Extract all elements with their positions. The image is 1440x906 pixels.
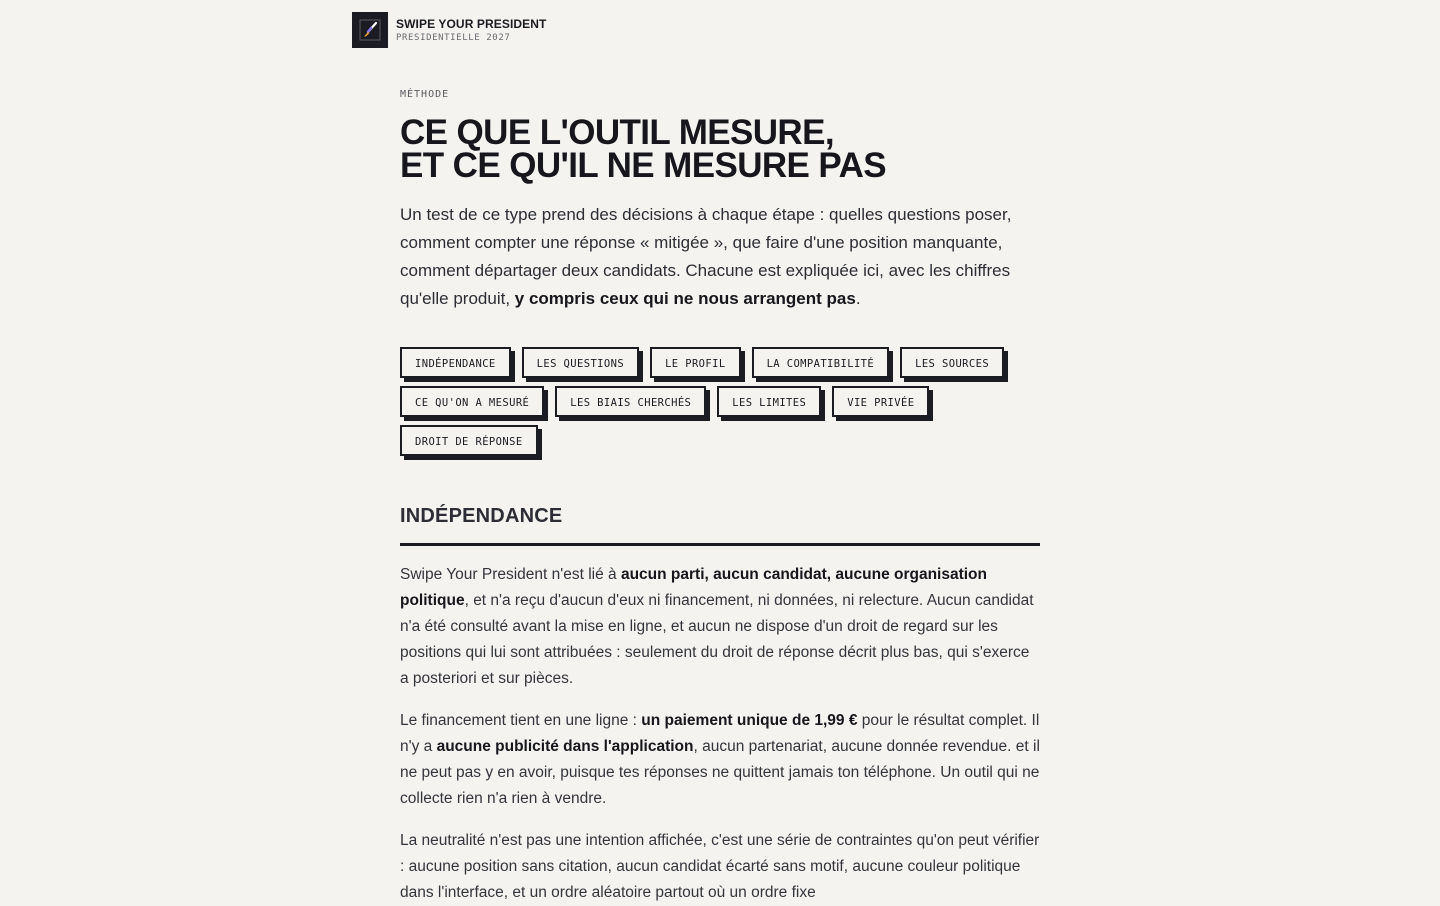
intro-text: Un test de ce type prend des décisions à chaque étape : quelles questions poser, comment compter une réponse « mitigée », que faire d'une position manquante, comment départager deux candidats. Chacune est expliquée ici, avec les chiffres qu'elle produit, <box>400 205 1012 308</box>
page-title-line-2: ET CE QU'IL NE MESURE PAS <box>400 146 886 185</box>
nav-chip-biais[interactable]: LES BIAIS CHERCHÉS <box>555 386 706 417</box>
section-title: INDÉPENDANCE <box>400 505 563 527</box>
intro-paragraph <box>400 201 1040 313</box>
brand-subtitle: PRESIDENTIELLE 2027 <box>396 32 511 43</box>
intro-emphasis: y compris ceux qui ne nous arrangent pas <box>514 289 856 308</box>
p2-text-c: pour le résultat complet. Il n'y a <box>400 712 1040 755</box>
brand-block[interactable] <box>396 17 546 44</box>
p2-text-e: , aucun partenariat, aucune donnée revendue. et il ne peut pas y en avoir, puisque tes réponses ne quittent jamais ton téléphone. Un outil qui ne collecte rien n'a rien à vendre. <box>400 738 1040 807</box>
p1-text-c: , et n'a reçu d'aucun d'eux ni financement, ni données, ni relecture. Aucun candidat n'a été consulté avant la mise en ligne, et aucun ne dispose d'un droit de regard sur les positions qui lui sont attribuées : seulement du droit de réponse décrit plus bas, qui s'exerce a posteriori et sur pièces. <box>400 592 1034 687</box>
brand-title: SWIPE YOUR PRESIDENT <box>396 16 547 31</box>
nav-chip-independance[interactable]: INDÉPENDANCE <box>400 347 511 378</box>
main-content <box>400 88 1040 906</box>
nav-chip-limites[interactable]: LES LIMITES <box>717 386 821 417</box>
nav-chip-droit-reponse[interactable]: DROIT DE RÉPONSE <box>400 425 538 456</box>
nav-chip-compatibilite[interactable]: LA COMPATIBILITÉ <box>752 347 890 378</box>
nav-chip-mesure[interactable]: CE QU'ON A MESURÉ <box>400 386 544 417</box>
section-paragraph-1 <box>400 562 1040 692</box>
page-title <box>400 113 1040 185</box>
p1-text-a: Swipe Your President n'est lié à <box>400 566 621 583</box>
section-nav <box>400 347 1040 456</box>
section-paragraph-2 <box>400 708 1040 812</box>
nav-chip-sources[interactable]: LES SOURCES <box>900 347 1004 378</box>
p2-emphasis-price: un paiement unique de 1,99 € <box>641 712 858 729</box>
section-divider <box>400 543 1040 546</box>
brush-icon[interactable] <box>352 12 388 48</box>
p1-emphasis: aucun parti, aucun candidat, aucune organisation politique <box>400 566 987 609</box>
nav-chip-questions[interactable]: LES QUESTIONS <box>522 347 639 378</box>
nav-chip-vie-privee[interactable]: VIE PRIVÉE <box>832 386 929 417</box>
section-paragraph-3: La neutralité n'est pas une intention affichée, c'est une série de contraintes qu'on peut vérifier : aucune position sans citation, aucun candidat écarté sans motif, aucune couleur politique dans l'interface, et un ordre aléatoire partout où un ordre fixe <box>400 832 1040 901</box>
p2-emphasis-ads: aucune publicité dans l'application <box>436 738 694 755</box>
page-kicker: MÉTHODE <box>400 89 450 100</box>
page-title-line-1: CE QUE L'OUTIL MESURE, <box>400 113 834 152</box>
site-header <box>352 12 546 48</box>
intro-end: . <box>855 289 861 308</box>
p2-text-a: Le financement tient en une ligne : <box>400 712 642 729</box>
nav-chip-profil[interactable]: LE PROFIL <box>650 347 741 378</box>
